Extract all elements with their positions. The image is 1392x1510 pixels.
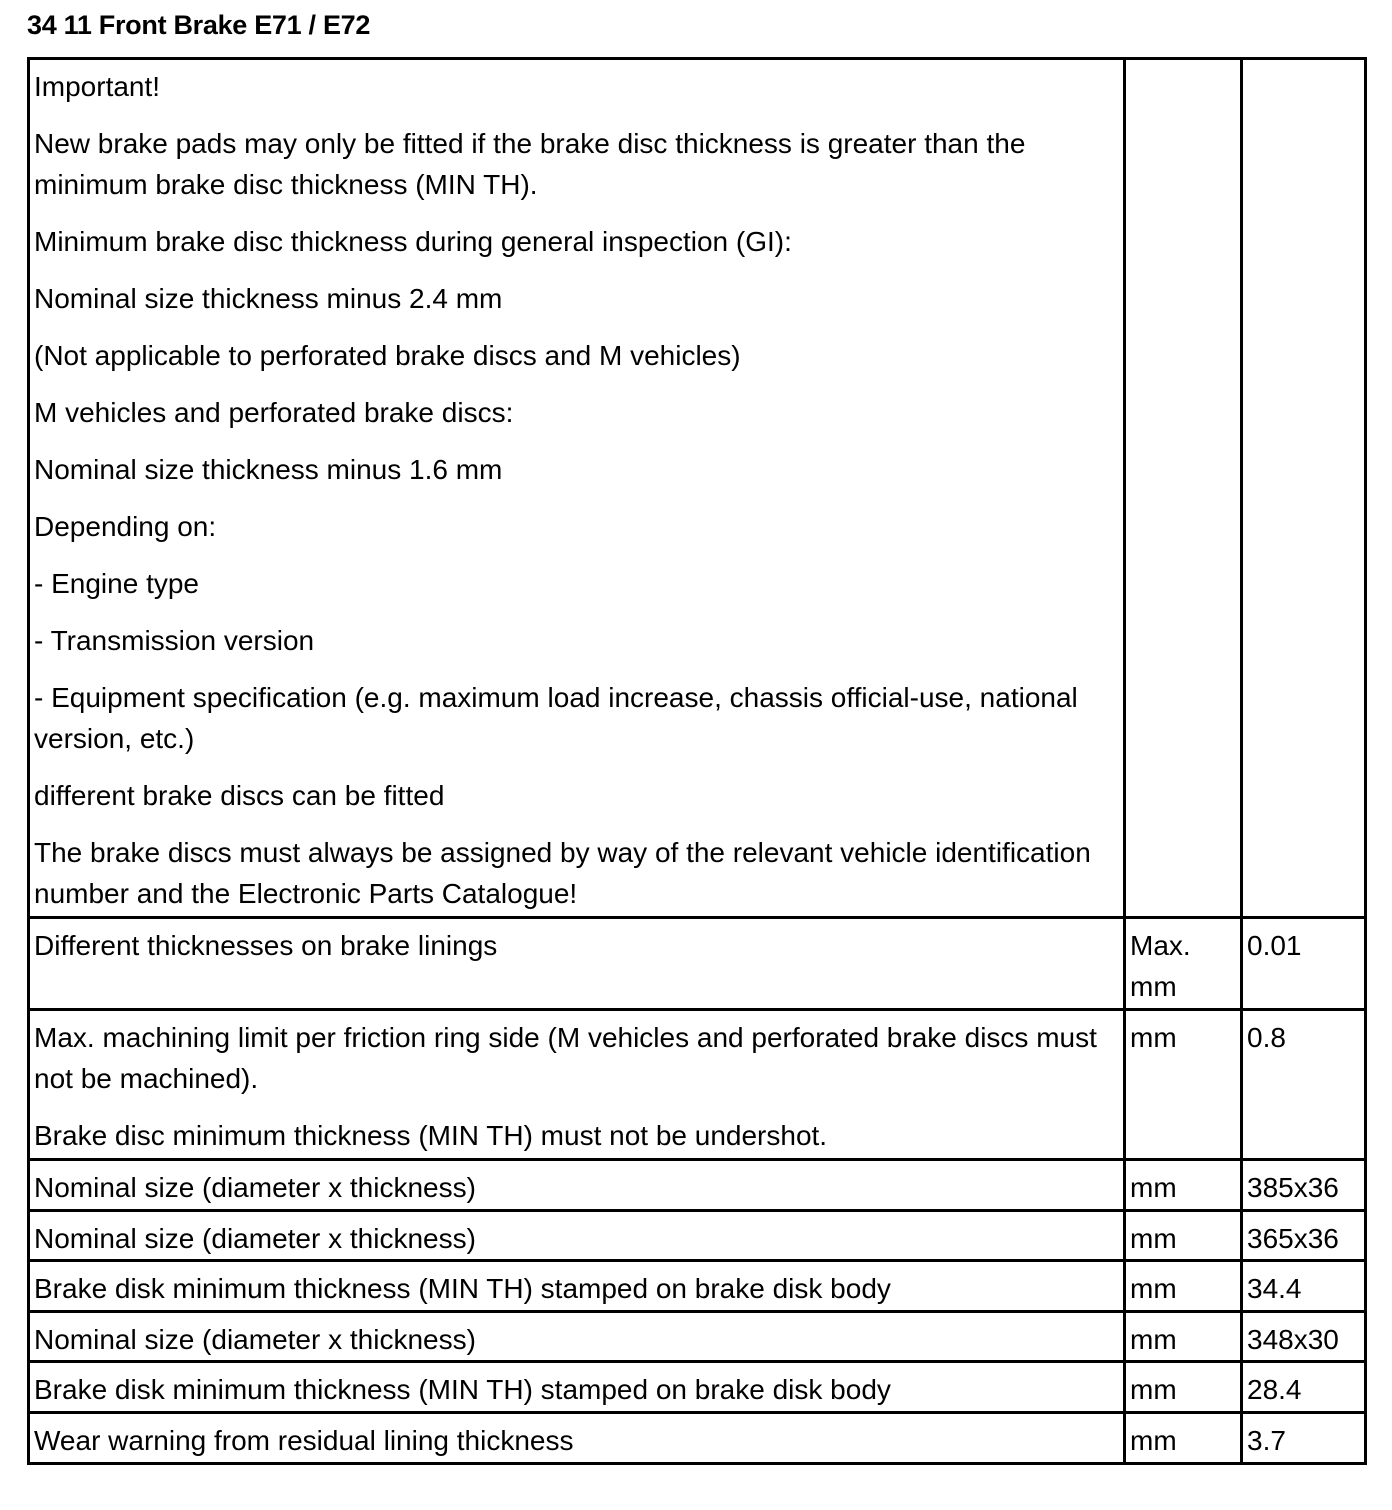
description-cell <box>29 1160 1125 1211</box>
description-text: Nominal size thickness minus 1.6 mm <box>34 454 503 485</box>
description-text: Nominal size (diameter x thickness) <box>34 1223 476 1254</box>
unit-cell: mm <box>1125 1211 1242 1261</box>
table-row <box>29 1160 1366 1211</box>
unit-cell: mm <box>1125 1413 1242 1464</box>
unit-cell: mm <box>1125 1362 1242 1413</box>
description-text: M vehicles and perforated brake discs: <box>34 397 514 428</box>
description-cell <box>29 1261 1125 1312</box>
description-cell <box>29 1362 1125 1413</box>
value-cell: 0.01 <box>1242 918 1366 1010</box>
description-text: New brake pads may only be fitted if the brake disc thickness is greater than the minimum brake disc thickness (MIN TH). <box>34 128 1026 200</box>
unit-cell: mm <box>1125 1312 1242 1362</box>
spec-table <box>27 57 1367 1465</box>
unit-cell <box>1125 59 1242 918</box>
table-row <box>29 1312 1366 1362</box>
table-row <box>29 59 1366 918</box>
page-title: 34 11 Front Brake E71 / E72 <box>27 10 371 40</box>
description-text: The brake discs must always be assigned by way of the relevant vehicle identification number and the Electronic Parts Catalogue! <box>34 837 1091 909</box>
description-cell <box>29 59 1125 918</box>
value-cell <box>1242 59 1366 918</box>
table-row <box>29 1362 1366 1413</box>
description-cell <box>29 1211 1125 1261</box>
table-row <box>29 1261 1366 1312</box>
description-cell <box>29 918 1125 1010</box>
description-text: Minimum brake disc thickness during general inspection (GI): <box>34 226 792 257</box>
description-text: - Engine type <box>34 568 199 599</box>
value-cell: 348x30 <box>1242 1312 1366 1362</box>
description-text: Max. machining limit per friction ring side (M vehicles and perforated brake discs must not be machined). <box>34 1022 1097 1094</box>
description-text: Brake disc minimum thickness (MIN TH) must not be undershot. <box>34 1120 828 1151</box>
description-text: Important! <box>34 71 161 102</box>
description-text: - Transmission version <box>34 625 315 656</box>
value-cell: 365x36 <box>1242 1211 1366 1261</box>
description-text: Nominal size (diameter x thickness) <box>34 1324 476 1355</box>
description-text: Brake disk minimum thickness (MIN TH) stamped on brake disk body <box>34 1374 891 1405</box>
table-row <box>29 1010 1366 1160</box>
description-text: Wear warning from residual lining thickness <box>34 1425 574 1456</box>
description-text: - Equipment specification (e.g. maximum load increase, chassis official-use, national version, etc.) <box>34 682 1078 754</box>
value-cell: 0.8 <box>1242 1010 1366 1160</box>
description-text: Depending on: <box>34 511 217 542</box>
unit-cell: mm <box>1125 1261 1242 1312</box>
description-cell <box>29 1312 1125 1362</box>
description-text: Nominal size (diameter x thickness) <box>34 1172 476 1203</box>
table-row <box>29 1211 1366 1261</box>
unit-cell: mm <box>1125 1160 1242 1211</box>
description-text: (Not applicable to perforated brake discs and M vehicles) <box>34 340 741 371</box>
description-text: different brake discs can be fitted <box>34 780 445 811</box>
unit-cell: Max. mm <box>1125 918 1242 1010</box>
description-text: Nominal size thickness minus 2.4 mm <box>34 283 503 314</box>
description-text: Brake disk minimum thickness (MIN TH) stamped on brake disk body <box>34 1273 891 1304</box>
spec-table-body <box>29 59 1366 1464</box>
description-text: Different thicknesses on brake linings <box>34 930 498 961</box>
table-row <box>29 918 1366 1010</box>
description-cell <box>29 1413 1125 1464</box>
unit-cell: mm <box>1125 1010 1242 1160</box>
value-cell: 34.4 <box>1242 1261 1366 1312</box>
table-row <box>29 1413 1366 1464</box>
description-cell <box>29 1010 1125 1160</box>
value-cell: 28.4 <box>1242 1362 1366 1413</box>
value-cell: 385x36 <box>1242 1160 1366 1211</box>
value-cell: 3.7 <box>1242 1413 1366 1464</box>
